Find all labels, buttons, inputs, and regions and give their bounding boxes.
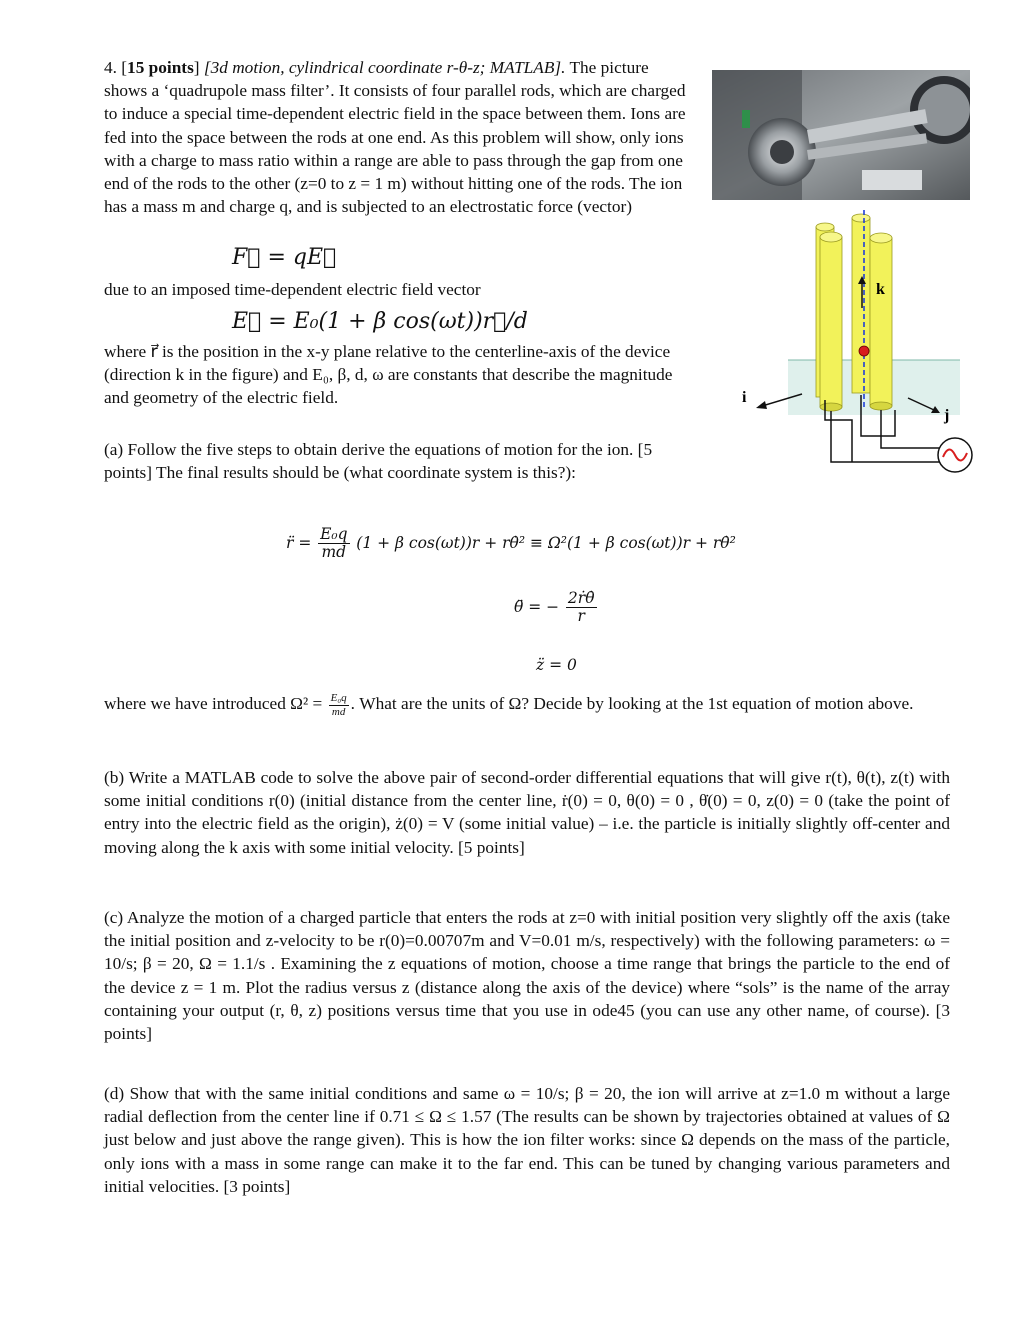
problem-topic: [3d motion, cylindrical coordinate r-θ-z; MATLAB]. (203, 58, 566, 77)
fraction-2rdot-thetadot-r: $\frac{\text{2ṙθ̇}}{r}$ (567, 589, 595, 626)
problem-number: 4. (104, 58, 117, 77)
rod-front-right (870, 233, 892, 410)
equation-z-ddot: z̈ = 0 (536, 656, 577, 674)
ion-point (859, 346, 869, 356)
part-c-text: (c) Analyze the motion of a charged particle that enters the rods at z=0 with initial position very slightly off the axis (take the initial position and z-velocity to be r(0)=0.00707m and V=0.01 m/s, respectively) with the following parameters: ω = 10/s; β = 20, Ω = 1.1/s . Examining the z equations of motion, choose a time range that brings the particle to the end of the device z = 1 m. Plot the radius versus z (distance along the axis of the device) where “sols” is the name of the array containing your output (r, θ, z) positions versus time that you use in ode45 (you can use any other name, of course). [3 points] (104, 908, 950, 1044)
intro-text-1: The picture shows a ‘quadrupole mass filter’. It consists of four parallel rods, which are charged to induce a special time-dependent electric field in the space between them. Ions are fed into the space between the rods at one end. As this problem will show, only ions with a charge to mass ratio within a range are able to pass through the gap from one end of the rods to the other (z=0 to z = 1 m) without hitting one of the rods. The ion has a mass m and charge q, and is subjected to an electrostatic force (vector) (104, 58, 686, 217)
label-j: j (944, 407, 950, 424)
quadrupole-diagram (740, 210, 980, 478)
equation-force: F⃗ = qE⃗ (232, 245, 337, 270)
part-a-text: (a) Follow the five steps to obtain derive the equations of motion for the ion. [5 points] The final results should be (what coordinate system is this?): (104, 440, 653, 483)
rod-back-right (852, 214, 870, 393)
mass-filter-photo (712, 70, 970, 200)
part-d-text: (d) Show that with the same initial conditions and same ω = 10/s; β = 20, the ion will arrive at z=1.0 m without a large radial deflection from the center line if 0.71 ≤ Ω ≤ 1.57 (The results can be shown by trajectories obtained at values of Ω just below and just above the range given). This is how the ion filter works: since Ω depends on the mass of the particle, only ions with a mass in some range can make it to the far end. This can be tuned by changing various parameters and initial velocities. [3 points] (104, 1084, 950, 1196)
label-i: i (742, 389, 747, 406)
equation-r-ddot: r̈ = $\frac{\text{E₀q}}{md}$ (1 + β cos(ωt))r + rθ̇² ≡ Ω²(1 + β cos(ωt))r + rθ̇² (286, 525, 736, 562)
intro-text-2: due to an imposed time-dependent electric field vector (104, 280, 481, 299)
intro-text-3: where r⃗ is the position in the x-y plane relative to the centerline-axis of the device (direction k in the figure) and E₀, β, d, ω are constants that describe the magnitude and geometry of the electric field. (104, 342, 673, 408)
rod-front-left (820, 232, 842, 411)
part-b-text: (b) Write a MATLAB code to solve the above pair of second-order differential equations that will give r(t), θ(t), z(t) with some initial conditions r(0) (initial distance from the center line, ṙ(0) = 0, θ(0) = 0 , θ̇(0) = 0, z(0) = 0 (take the point of entry into the electric field as the origin), ż(0) = V (some initial value) – i.e. the particle is initially slightly off-center and moving along the k axis with some initial velocity. [5 points] (104, 768, 950, 857)
label-k: k (876, 281, 885, 298)
fraction-e0q-md: $\frac{\text{E₀q}}{md}$ (320, 525, 348, 562)
omega-definition: where we have introduced Ω² = $\frac{\text{E₀q}}{md}$ . What are the units of Ω? Decide by looking at the 1st equation of motion above. (104, 692, 914, 718)
ac-source-icon (938, 438, 972, 472)
equation-field: E⃗ = E₀(1 + β cos(ωt))r⃗/d (232, 309, 528, 334)
problem-intro: 4. [15 points] [3d motion, cylindrical coordinate r-θ-z; MATLAB]. The picture shows a ‘quadrupole mass filter’. It consists of four parallel rods, which are charged to induce a special time-dependent electric field in the space between them. Ions are fed into the space between the rods at one end. As this problem will show, only ions with a charge to mass ratio within a range are able to pass through the gap from one end of the rods to the other (z=0 to z = 1 m) without hitting one of the rods. The ion has a mass m and charge q, and is subjected to an electrostatic force (vector) (104, 58, 686, 217)
equation-theta-ddot: θ̈ = − $\frac{\text{2ṙθ̇}}{r}$ (514, 589, 595, 626)
